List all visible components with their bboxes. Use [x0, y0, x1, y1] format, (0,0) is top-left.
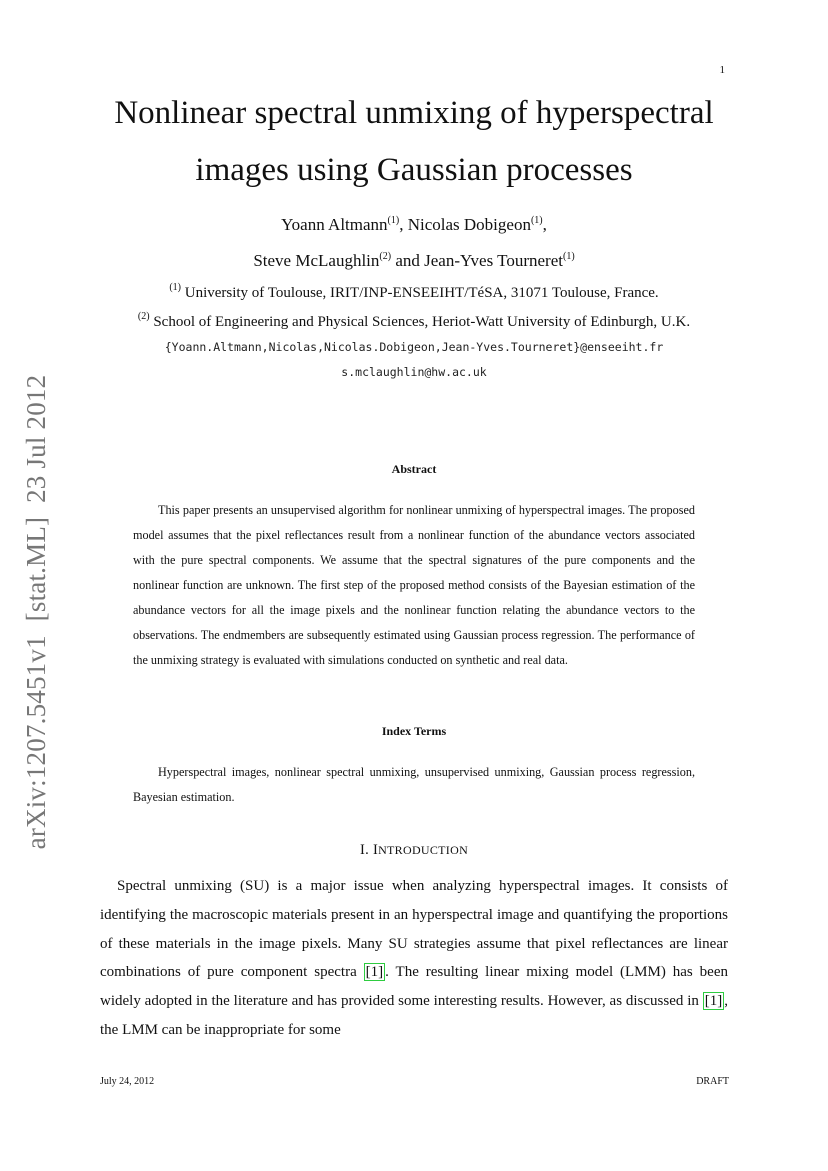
affiliation-1 — [0, 283, 828, 303]
index-terms-body — [133, 760, 695, 810]
section-number: I. — [359, 842, 373, 858]
footer-date: July 24, 2012 — [100, 1076, 155, 1087]
author-name: Yoann Altmann — [281, 215, 388, 234]
affiliation-text: University of Toulouse, IRIT/INP-ENSEEIHT/TéSA, 31071 Toulouse, France. — [180, 285, 659, 301]
index-terms-text: Hyperspectral images, nonlinear spectral unmixing, unsupervised unmixing, Gaussian process regression, Bayesian estimation. — [133, 765, 695, 804]
affiliation-mark: (2) — [137, 311, 150, 322]
email-line-1: {Yoann.Altmann,Nicolas,Nicolas.Dobigeon,Jean-Yves.Tourneret}@enseeiht.fr — [164, 340, 664, 354]
section-title-rest: NTRODUCTION — [378, 843, 469, 857]
citation-link[interactable]: [1] — [365, 964, 384, 981]
introduction-body — [100, 872, 728, 1045]
author-name: Nicolas Dobigeon — [407, 215, 531, 234]
section-title-initial: I — [372, 842, 379, 858]
footer-status: DRAFT — [696, 1076, 729, 1087]
author-line-1 — [0, 214, 828, 236]
affiliation-mark: (1) — [169, 282, 181, 293]
page-number: 1 — [719, 64, 725, 76]
introduction-paragraph — [100, 872, 728, 1045]
author-line-2 — [0, 250, 828, 272]
author-separator: , — [542, 215, 547, 234]
affiliation-mark: (1) — [530, 215, 543, 226]
paragraph-text: , the LMM can be inappropriate for some — [100, 993, 728, 1038]
author-name: Jean-Yves Tourneret — [424, 251, 563, 270]
paragraph-text: . The resulting linear mixing model (LMM) has been widely adopted in the literature and has provided some interesting results. However, as discussed in — [100, 964, 728, 1010]
affiliation-mark: (1) — [563, 251, 575, 262]
index-terms-heading: Index Terms — [381, 724, 447, 738]
email-line-2: s.mclaughlin@hw.ac.uk — [341, 365, 487, 379]
section-heading-introduction — [0, 842, 828, 859]
citation-link[interactable]: [1] — [704, 993, 723, 1010]
paper-title-line-1: Nonlinear spectral unmixing of hyperspectral — [114, 95, 714, 131]
arxiv-stamp: arXiv:1207.5451v1 [stat.ML] 23 Jul 2012 — [21, 374, 51, 850]
affiliation-mark: (2) — [379, 251, 392, 262]
affiliation-2 — [0, 312, 828, 332]
affiliation-mark: (1) — [387, 215, 400, 226]
author-name: Steve McLaughlin — [253, 251, 380, 270]
author-separator: , — [399, 215, 408, 234]
paragraph-text: Spectral unmixing (SU) is a major issue when analyzing hyperspectral images. It consists of identifying the macroscopic materials present in an hyperspectral image and quantifying the proportions of these materials in the image pixels. Many SU strategies assume that pixel reflectances are linear combinations of pure component spectra — [100, 878, 728, 981]
author-separator: and — [391, 251, 425, 270]
abstract-body — [133, 498, 695, 673]
paper-title-line-2: images using Gaussian processes — [195, 152, 633, 188]
affiliation-text: School of Engineering and Physical Sciences, Heriot-Watt University of Edinburgh, U.K. — [149, 314, 691, 330]
abstract-heading: Abstract — [391, 462, 437, 476]
abstract-text: This paper presents an unsupervised algorithm for nonlinear unmixing of hyperspectral images. The proposed model assumes that the pixel reflectances result from a nonlinear function of the abundance vectors associated with the pure spectral components. We assume that the spectral signatures of the pure components and the nonlinear function are unknown. The first step of the proposed method consists of the Bayesian estimation of the abundance vectors for all the image pixels and the nonlinear function relating the abundance vectors to the observations. The endmembers are subsequently estimated using Gaussian process regression. The performance of the unmixing strategy is evaluated with simulations conducted on synthetic and real data. — [133, 503, 695, 667]
